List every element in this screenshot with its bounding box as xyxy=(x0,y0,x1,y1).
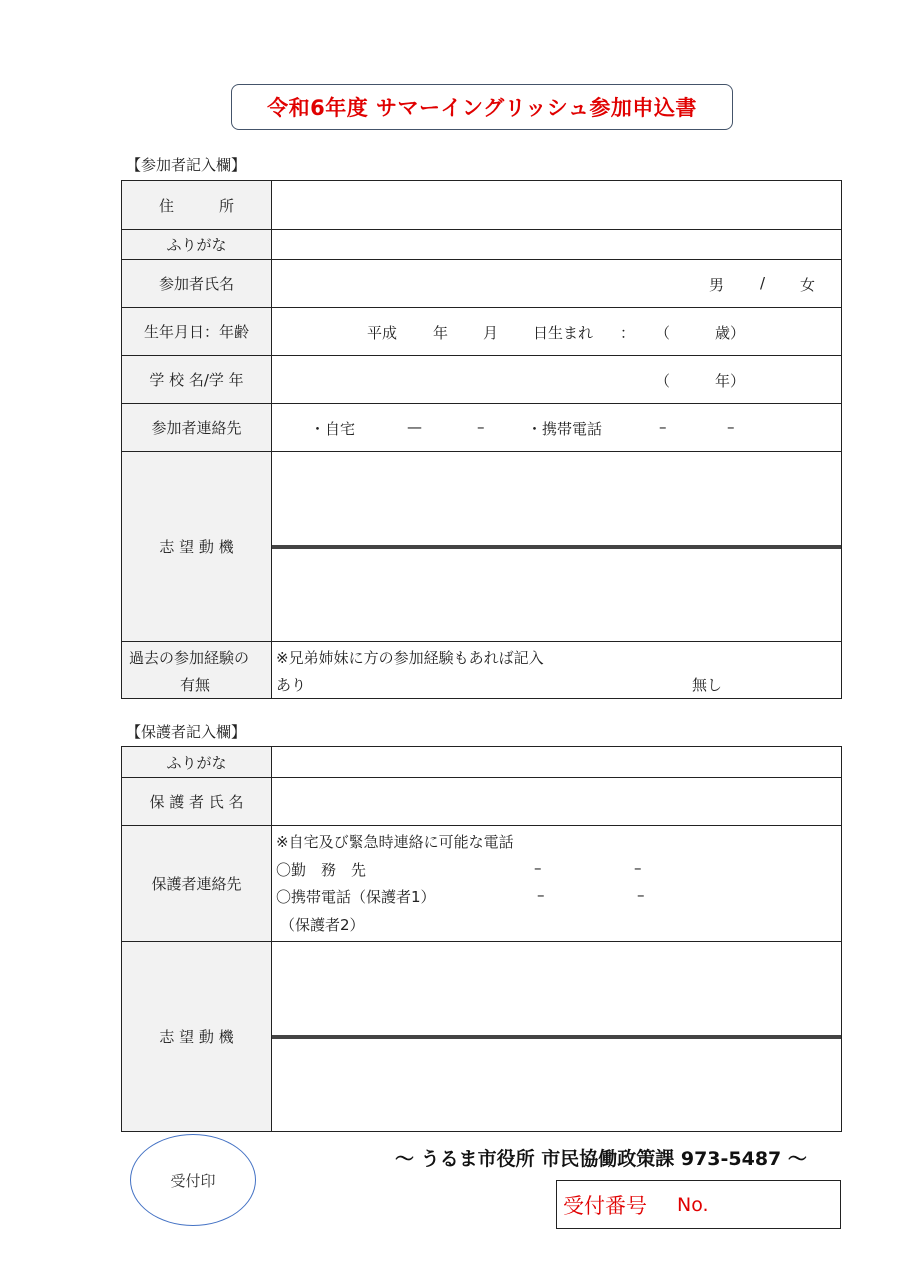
receipt-number-box[interactable] xyxy=(556,1180,841,1229)
age-open: （ xyxy=(655,324,671,342)
guardian-section-label: 【保護者記入欄】 xyxy=(126,723,247,741)
guardian-furigana-label: ふりがな xyxy=(122,747,272,778)
work-phone-label: 〇勤 務 先 xyxy=(276,861,367,879)
furigana-field[interactable] xyxy=(272,230,842,260)
guardian-motivation-label: 志 望 動 機 xyxy=(122,942,272,1132)
address-field[interactable] xyxy=(272,181,842,230)
experience-field[interactable] xyxy=(272,642,842,699)
address-label: 住 所 xyxy=(122,181,272,230)
participant-contact-field[interactable] xyxy=(272,404,842,452)
mobile-dash-1: – xyxy=(659,418,667,436)
birth-year: 年 xyxy=(433,324,449,342)
experience-note: ※兄弟姉妹に方の参加経験もあれば記入 xyxy=(276,649,544,667)
gender-male[interactable]: 男 xyxy=(709,276,725,294)
experience-label-line1: 過去の参加経験の xyxy=(129,649,250,667)
guardian-mobile-dash-1: – xyxy=(537,886,545,904)
birth-day: 日生まれ xyxy=(533,324,594,342)
birth-month: 月 xyxy=(483,324,499,342)
home-dash-2: – xyxy=(477,418,485,436)
birth-field[interactable] xyxy=(272,308,842,356)
guardian-table xyxy=(121,746,842,1132)
birth-era: 平成 xyxy=(367,324,398,342)
guardian-motivation-field[interactable] xyxy=(272,942,842,1132)
birth-colon: ： xyxy=(620,324,636,342)
department-contact: ～ うるま市役所 市民協働政策課 973-5487 ～ xyxy=(395,1148,807,1170)
participant-name-field[interactable] xyxy=(272,260,842,308)
form-title: 令和6年度 サマーイングリッシュ参加申込書 xyxy=(231,84,733,130)
reception-stamp: 受付印 xyxy=(130,1134,256,1226)
experience-yes[interactable]: あり xyxy=(276,676,307,694)
work-dash-2: – xyxy=(634,859,642,877)
guardian-name-field[interactable] xyxy=(272,778,842,826)
home-dash-1: — xyxy=(407,418,422,436)
guardian-contact-label: 保護者連絡先 xyxy=(122,826,272,942)
school-label: 学 校 名/学 年 xyxy=(122,356,272,404)
guardian-furigana-field[interactable] xyxy=(272,747,842,778)
experience-label-line2: 有無 xyxy=(180,676,211,694)
birth-label: 生年月日：年齢 xyxy=(122,308,272,356)
grade-close: 年） xyxy=(715,372,746,390)
guardian-name-label: 保 護 者 氏 名 xyxy=(122,778,272,826)
work-dash-1: – xyxy=(534,859,542,877)
gender-female[interactable]: 女 xyxy=(800,276,816,294)
furigana-label: ふりがな xyxy=(122,230,272,260)
participant-table xyxy=(121,180,842,699)
grade-open: （ xyxy=(655,372,671,390)
mobile-dash-2: – xyxy=(727,418,735,436)
receipt-no: No. xyxy=(677,1193,709,1216)
participant-motivation-label: 志 望 動 機 xyxy=(122,452,272,642)
home-phone-label: ・自宅 xyxy=(310,420,356,438)
receipt-label: 受付番号 xyxy=(563,1193,647,1218)
guardian2-label: （保護者2） xyxy=(280,916,365,934)
guardian-mobile-label: 〇携帯電話（保護者1） xyxy=(276,888,436,906)
participant-motivation-field[interactable] xyxy=(272,452,842,642)
school-field[interactable] xyxy=(272,356,842,404)
participant-name-label: 参加者氏名 xyxy=(122,260,272,308)
guardian-contact-note: ※自宅及び緊急時連絡に可能な電話 xyxy=(276,833,514,851)
experience-label xyxy=(122,642,272,699)
guardian-contact-field[interactable] xyxy=(272,826,842,942)
participant-contact-label: 参加者連絡先 xyxy=(122,404,272,452)
participant-section-label: 【参加者記入欄】 xyxy=(126,156,247,174)
experience-no[interactable]: 無し xyxy=(692,676,723,694)
age-close: 歳） xyxy=(715,324,746,342)
guardian-mobile-dash-2: – xyxy=(637,886,645,904)
mobile-phone-label: ・携帯電話 xyxy=(527,420,603,438)
gender-separator: / xyxy=(760,274,766,292)
